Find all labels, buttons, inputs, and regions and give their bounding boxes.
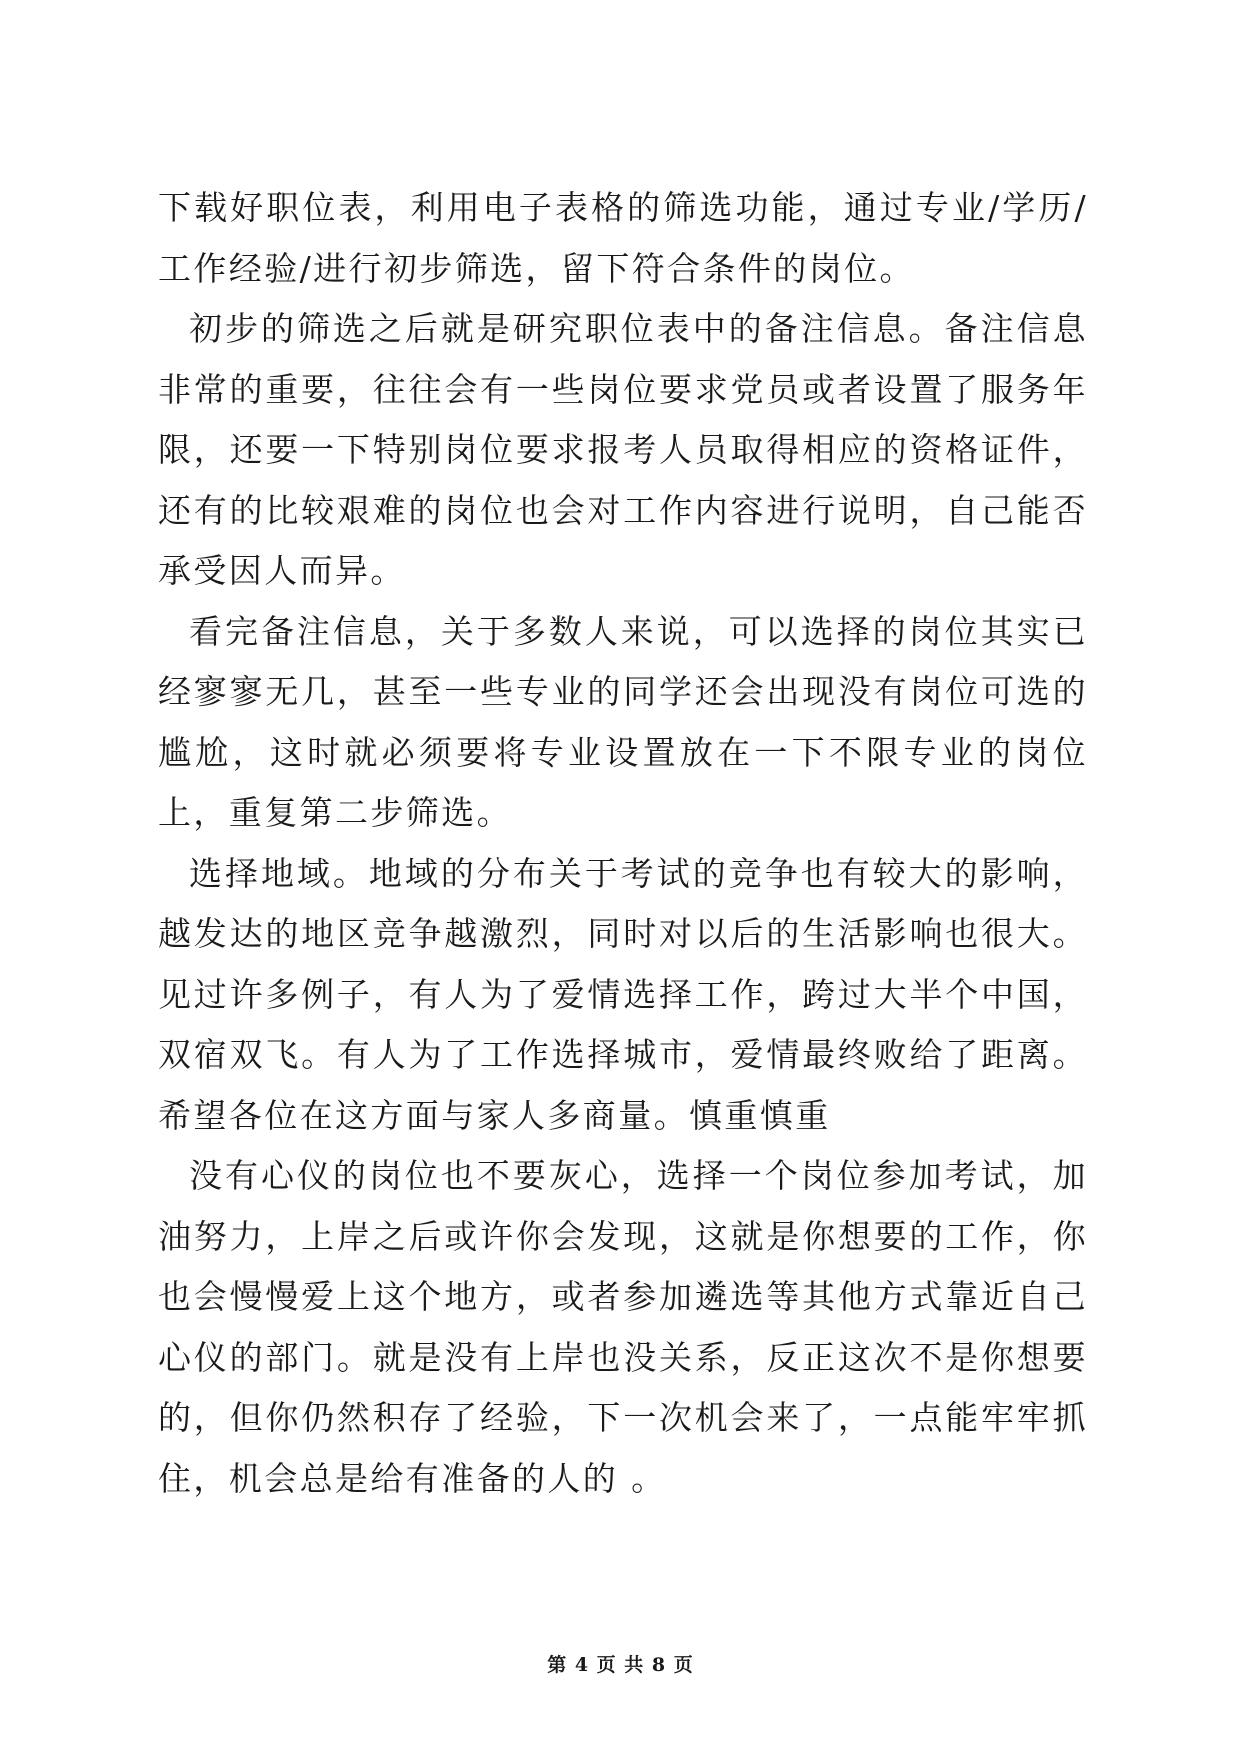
paragraph-choose-region: 选择地域。地域的分布关于考试的竞争也有较大的影响，越发达的地区竞争越激烈，同时对以后的生活影响也很大。见过许多例子，有人为了爱情选择工作，跨过大半个中国，双宿双飞。有人为了工作选择城市，爱情最终败给了距离。希望各位在这方面与家人多商量。慎重慎重 [158, 853, 1088, 1135]
paragraph-no-ideal-position: 没有心仪的岗位也不要灰心，选择一个岗位参加考试，加油努力，上岸之后或许你会发现，这就是你想要的工作，你也会慢慢爱上这个地方，或者参加遴选等其他方式靠近自己心仪的部门。就是没有上岸也没关系，反正这次不是你想要的，但你仍然积存了经验，下一次机会来了，一点能牢牢抓住，机会总是给有准备的人的 。 [158, 1156, 1088, 1498]
page-number-footer: 第 4 页 共 8 页 [547, 1654, 694, 1676]
paragraph-remarks-info: 初步的筛选之后就是研究职位表中的备注信息。备注信息非常的重要，往往会有一些岗位要求党员或者设置了服务年限，还要一下特别岗位要求报考人员取得相应的资格证件，还有的比较艰难的岗位也会对工作内容进行说明，自己能否承受因人而异。 [158, 309, 1088, 590]
paragraph-download-job-table: 下载好职位表，利用电子表格的筛选功能，通过专业/学历/工作经验/进行初步筛选，留下符合条件的岗位。 [158, 188, 1088, 288]
paragraph-after-remarks: 看完备注信息，关于多数人来说，可以选择的岗位其实已经寥寥无几，甚至一些专业的同学还会出现没有岗位可选的尴尬，这时就必须要将专业设置放在一下不限专业的岗位上，重复第二步筛选。 [158, 611, 1088, 832]
document-body [158, 178, 1088, 1509]
